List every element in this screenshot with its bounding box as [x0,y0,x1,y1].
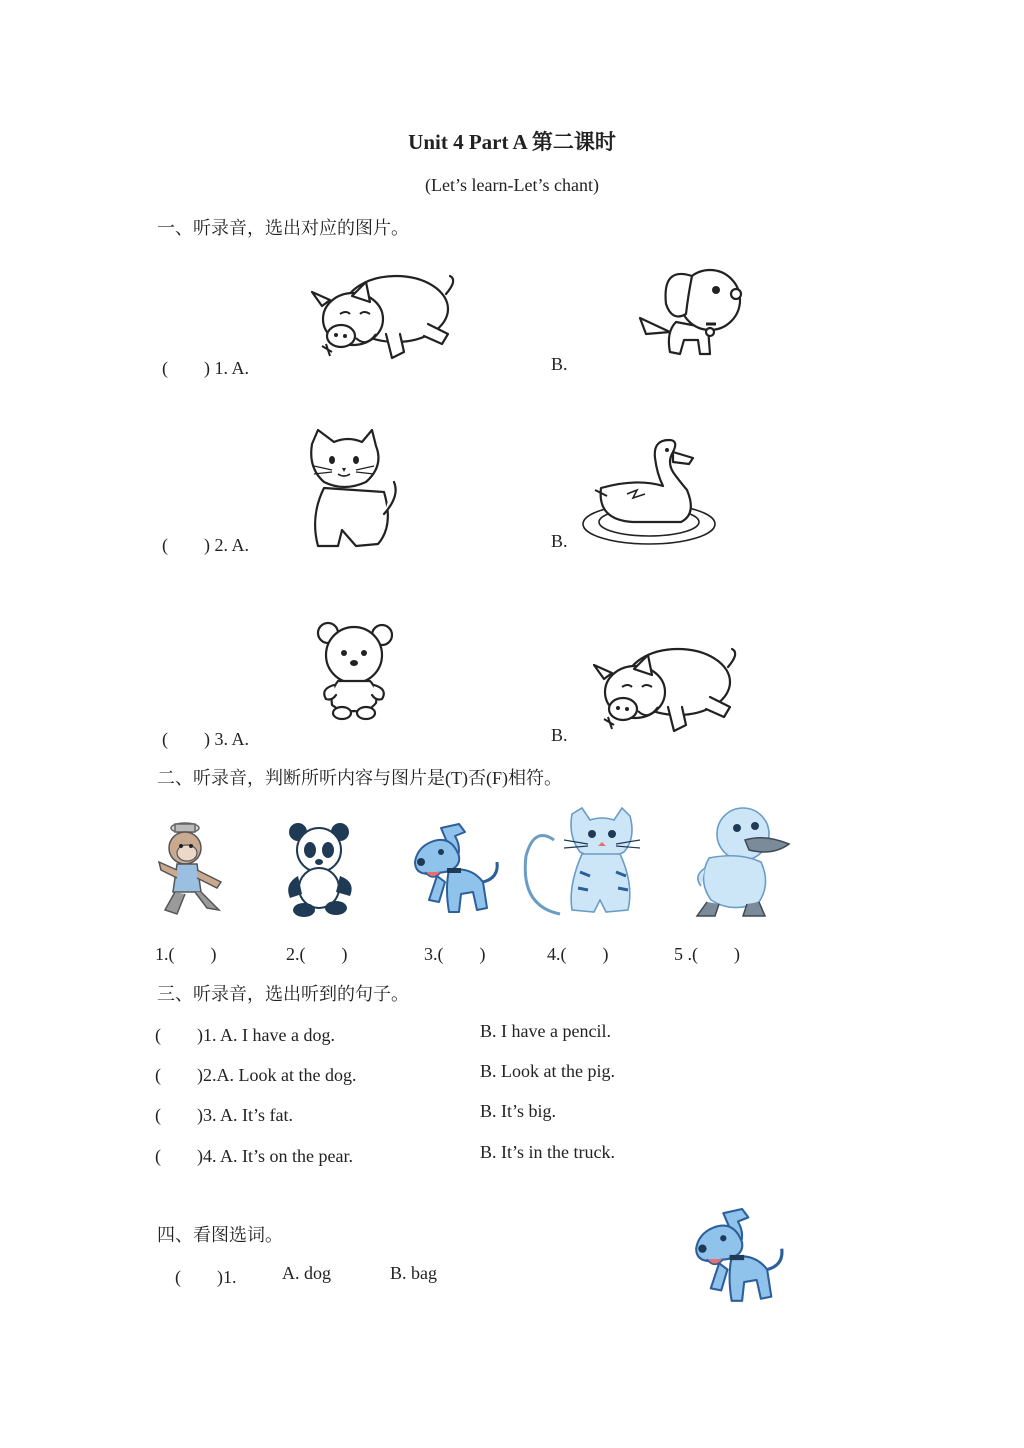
part4-heading: 四、看图选词。 [157,1225,283,1245]
page-subtitle: (Let’s learn-Let’s chant) [425,175,599,195]
part3-item3-b: B. It’s big. [480,1101,557,1121]
part1-item2-label: ( ) 2. A. [162,535,249,555]
bear-picture [316,621,396,721]
part2-heading: 二、听录音，判断所听内容与图片是(T)否(F)相符。 [157,768,562,788]
part1-item3-label: ( ) 3. A. [162,729,249,749]
part1-item3-b: B. [551,725,568,745]
part3-item2-b: B. Look at the pig. [480,1061,615,1081]
cat-picture [304,426,400,550]
part2-item4: 4.( ) [547,944,609,964]
part3-item4-a: ( )4. A. It’s on the pear. [155,1146,353,1166]
duck-picture [577,438,719,548]
part3-item1-b: B. I have a pencil. [480,1021,611,1041]
panda-picture [284,822,356,918]
part1-item1-label: ( ) 1. A. [162,358,249,378]
part3-item3-a: ( )3. A. It’s fat. [155,1105,293,1125]
part2-item5: 5 .( ) [674,944,740,964]
monkey-picture [155,822,231,918]
part4-item1-a: A. dog [282,1263,331,1283]
part4-item1-b: B. bag [390,1263,437,1283]
pig-picture-2 [590,634,742,740]
duckling-picture [693,804,793,920]
part3-heading: 三、听录音，选出听到的句子。 [157,984,409,1004]
part3-item2-a: ( )2.A. Look at the dog. [155,1065,357,1085]
part3-item4-b: B. It’s in the truck. [480,1142,615,1162]
dog-picture [636,260,746,360]
part4-item1-num: ( )1. [175,1267,237,1287]
blue-dog-picture-2 [692,1206,788,1308]
tiger-cat-picture [520,806,648,918]
page-title: Unit 4 Part A 第二课时 [408,130,616,154]
part3-item1-a: ( )1. A. I have a dog. [155,1025,335,1045]
part2-item3: 3.( ) [424,944,486,964]
blue-dog-picture [411,822,503,918]
part1-heading: 一、听录音，选出对应的图片。 [157,218,409,238]
part1-item1-b: B. [551,354,568,374]
pig-picture [308,264,460,364]
part2-item1: 1.( ) [155,944,217,964]
part2-item2: 2.( ) [286,944,348,964]
part1-item2-b: B. [551,531,568,551]
